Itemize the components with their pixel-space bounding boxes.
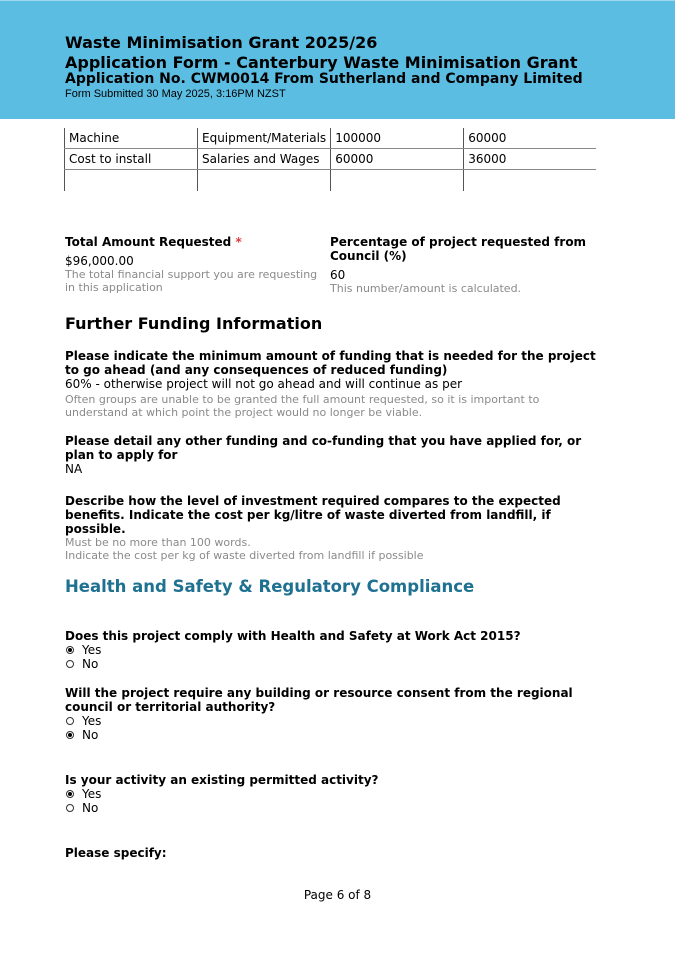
min-funding-field [65, 349, 600, 419]
table-cell: Cost to install [65, 149, 198, 170]
question-permitted-activity [65, 773, 605, 815]
table-cell: 100000 [331, 128, 464, 149]
table-cell [464, 170, 597, 192]
question-health-safety [65, 629, 605, 671]
field-value: NA [65, 462, 83, 476]
other-funding-field [65, 434, 600, 476]
table-cell: 60000 [331, 149, 464, 170]
page-number: Page 6 of 8 [303, 888, 372, 902]
table-row [65, 149, 597, 170]
field-label: Please detail any other funding and co-funding that you have applied for, or plan to apply for [65, 434, 582, 462]
submitted-timestamp: Form Submitted 30 May 2025, 3:16PM NZST [65, 88, 286, 100]
percentage-field [330, 235, 590, 295]
field-label: Total Amount Requested * [65, 235, 242, 249]
radio-option-yes[interactable]: Yes [65, 714, 605, 728]
section-heading-further-funding: Further Funding Information [65, 314, 323, 333]
form-header [0, 0, 675, 119]
grant-title: Waste Minimisation Grant 2025/26 [65, 33, 378, 52]
total-amount-field [65, 235, 320, 294]
radio-option-no[interactable]: No [65, 728, 605, 742]
table-cell [331, 170, 464, 192]
radio-selected-icon[interactable] [66, 790, 74, 798]
percentage-value: 60 [330, 268, 346, 282]
field-hint: This number/amount is calculated. [330, 282, 522, 295]
radio-option-no[interactable]: No [65, 657, 605, 671]
required-marker: * [235, 235, 242, 249]
radio-selected-icon[interactable] [66, 646, 74, 654]
field-value: 60% - otherwise project will not go ahead and will continue as per [65, 377, 463, 391]
field-hint: Indicate the cost per kg of waste diverted from landfill if possible [65, 549, 424, 562]
question-consent [65, 686, 605, 742]
question-label: Does this project comply with Health and Safety at Work Act 2015? [65, 629, 521, 643]
table-cell: Machine [65, 128, 198, 149]
section-heading-compliance: Health and Safety & Regulatory Compliance [65, 577, 475, 596]
table-row [65, 170, 597, 192]
please-specify-label: Please specify: [65, 846, 167, 860]
form-name: Application Form - Canterbury Waste Minimisation Grant [65, 53, 578, 72]
radio-unselected-icon[interactable] [66, 660, 74, 668]
field-label: Percentage of project requested from Council (%) [330, 235, 587, 263]
field-hint: Must be no more than 100 words. [65, 536, 251, 549]
table-cell: 36000 [464, 149, 597, 170]
radio-option-yes[interactable]: Yes [65, 643, 605, 657]
table-row [65, 128, 597, 149]
budget-table [64, 128, 596, 191]
total-amount-value: $96,000.00 [65, 254, 134, 268]
table-cell [65, 170, 198, 192]
field-hint: Often groups are unable to be granted the full amount requested, so it is important to understand at which point the project would no longer be viable. [65, 393, 540, 419]
table-cell: 60000 [464, 128, 597, 149]
question-label: Is your activity an existing permitted activity? [65, 773, 379, 787]
table-cell: Salaries and Wages [198, 149, 331, 170]
application-number: Application No. CWM0014 From Sutherland and Company Limited [65, 71, 583, 87]
radio-option-yes[interactable]: Yes [65, 787, 605, 801]
table-cell: Equipment/Materials [198, 128, 331, 149]
field-label: Describe how the level of investment required compares to the expected benefits. Indicate the cost per kg/litre of waste diverted from landfill, if possible. [65, 494, 561, 536]
table-cell [198, 170, 331, 192]
radio-selected-icon[interactable] [66, 731, 74, 739]
radio-option-no[interactable]: No [65, 801, 605, 815]
field-label: Please indicate the minimum amount of funding that is needed for the project to go ahead (and any consequences of reduced funding) [65, 349, 596, 377]
radio-unselected-icon[interactable] [66, 804, 74, 812]
field-hint: The total financial support you are requesting in this application [65, 268, 318, 294]
investment-field [65, 494, 610, 562]
question-label: Will the project require any building or resource consent from the regional council or territorial authority? [65, 686, 573, 714]
radio-unselected-icon[interactable] [66, 717, 74, 725]
